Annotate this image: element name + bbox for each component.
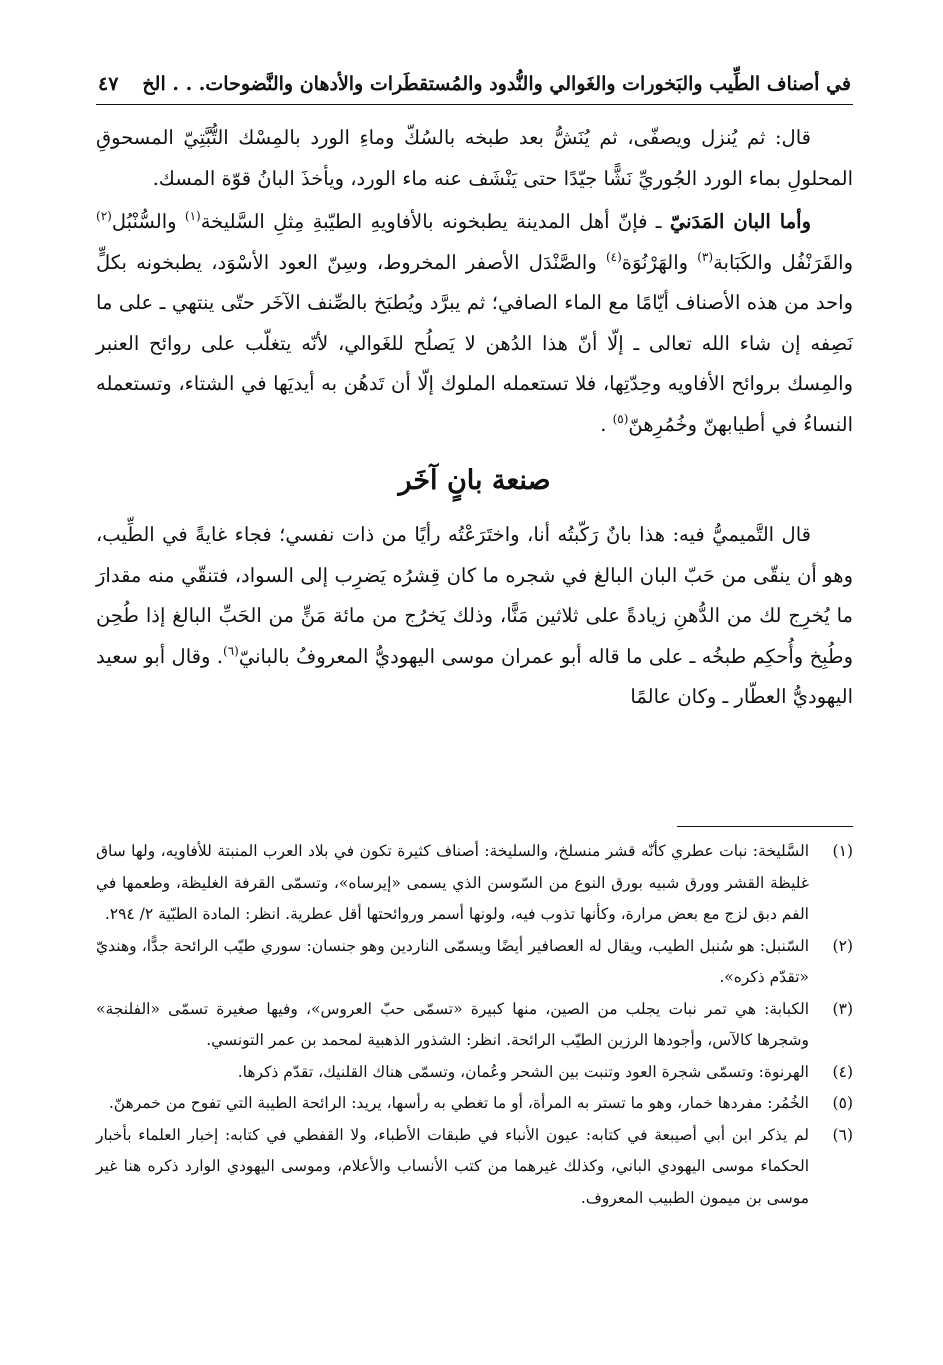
footnote-text: السَّليخة: نبات عطري كأنّه قشر منسلخ، والسليخة: أصناف كثيرة تكون في بلاد العرب المنبتة للأفاويه، ولها ساق غليظة القشر وورق شبيه بورق النوع من السّوسن الذي يسمى «إيرساه»، وتسمّى القرفة الغليظة، وطعمها في الفم دبق لزج مع بعض مرارة، وكأنها تذوب فيه، ولونها أسمر وروائحتها أقل عطرية. انظر: المادة الطبّية ٢/ ٢٩٤. [96, 842, 809, 923]
header-divider [96, 104, 853, 105]
footnote-ref-6[interactable]: (٦) [223, 643, 239, 658]
running-header [98, 66, 851, 102]
footnote-text: لم يذكر ابن أبي أصيبعة في كتابه: عيون الأنباء في طبقات الأطباء، ولا القفطي في كتابه: إخبار العلماء بأخبار الحكماء موسى اليهودي الباني، وكذلك غيرهما من كتب الأنساب والأعلام، وموسى اليهودي الوارد ذكره هنا غير موسى بن ميمون الطبيب المعروف. [96, 1125, 809, 1207]
paragraph-3-part: قال التَّميميُّ فيه: هذا بانٌ رَكّبتُه أنا، واختَرَعْتُه رأيًا من ذات نفسي؛ فجاء غايةً في الطِّيب، وهو أن ينقّى من حَبّ البان البالغ في شجره ما كان قِشرُه يَضرِب إلى السواد، فتنقّي منه مقدارَ ما يُخرِج لك من الدُّهنِ زيادةً على ثلاثين مَنًّا، وذلك يَخرُج من مائة مَنٍّ من الحَبِّ البالغ إذا طُحِن وطُبِخ وأُحكِم طبخُه ـ على ما قاله أبو عمران موسى اليهوديُّ المعروفُ بالبانيّ [96, 523, 854, 668]
footnote-ref-4[interactable]: (٤) [605, 249, 622, 264]
page-number: ٤٧ [98, 73, 119, 95]
main-text [96, 118, 853, 718]
footnote-text: الهرنوة: وتسمّى شجرة العود وتنبت بين الشحر وعُمان، وتسمّى هناك القلنيك، تقدّم ذكرها. [237, 1062, 809, 1081]
footnote-divider [677, 826, 853, 827]
running-header-title: في أصناف الطِّيب والبَخورات والغَوالي والنُّدود والمُستقطَرات والأدهان والنَّضوحات. . . الخ [142, 73, 851, 95]
paragraph-1: قال: ثم يُنزل ويصفّى، ثم يُنَشُّ بعد طبخه بالسُكّ وماءِ الورد بالمِسْك التُّبَّتِيّ المسحوقِ المحلولِ بماء الورد الجُوريِّ نَشًّا جيّدًا حتى يَنْشَف عنه ماء الورد، ويأخذَ البانُ قوّة المسك. [96, 126, 853, 190]
footnote-number: (٢) [832, 936, 853, 955]
footnote-number: (١) [832, 842, 853, 860]
paragraph-lead: وأما البان المَدَنيّ [669, 210, 811, 233]
footnote-ref-2[interactable]: (٢) [96, 209, 112, 223]
footnote-item [96, 994, 853, 1057]
footnote-ref-3[interactable]: (٣) [697, 249, 714, 264]
footnote-number: (٤) [832, 1062, 853, 1081]
paragraph-2-part: . [600, 412, 613, 436]
footnote-ref-5[interactable]: (٥) [612, 411, 629, 426]
section-heading: صنعة بانٍ آخَر [398, 465, 551, 496]
footnote-ref-1[interactable]: (١) [184, 209, 201, 223]
paragraph-2 [96, 202, 853, 445]
paragraph-3-part: . وقال أبو سعيد اليهوديُّ العطّار ـ وكان عالمًا [96, 644, 853, 708]
footnote-item [96, 931, 853, 994]
paragraph-3 [96, 515, 853, 718]
footnote-text: الكبابة: هي تمر نبات يجلب من الصين، منها كبيرة «تسمّى حبّ العروس»، وفيها صغيرة تسمّى «الفلنجة» وشجرها كالآس، وأجودها الرزين الطيّب الرائحة. انظر: الشذور الذهبية لمحمد بن عمر التونسي. [96, 999, 809, 1049]
paragraph-2-part: والهَرْنُوَة [621, 250, 698, 274]
footnote-number: (٥) [832, 1094, 853, 1112]
footnote-item [96, 1057, 853, 1089]
footnote-item [96, 836, 853, 931]
paragraph-2-part: والقَرَنْفُل والكَبَابة [713, 250, 853, 274]
paragraph-2-part: والسُّنْبُل [111, 210, 185, 233]
footnote-number: (٣) [832, 999, 853, 1018]
paragraph-2-part: والصَّنْدَل الأصفر المخروط، وسِنّ العود الأسْوَد، يطبخونه بكلٍّ واحد من هذه الأصناف أيّامًا مع الماء الصافي؛ ثم يبرَّد ويُطبَخ بالصِّنف الآخَر حتّى ينتهي ـ على ما نَصِفه إن شاء الله تعالى ـ إلّا أنّ هذا الدُهن لا يَصلُح للغَوالي، لأنّه يتغلّب على روائح العنبر والمِسك بروائح الأفاويه وحِدّتِها، فلا تستعمله الملوك إلّا أن تَدهُن به أيديَها في الشتاء، وتستعمله النساءُ في أطيابهنّ وخُمُرِهنّ [96, 250, 853, 436]
footnotes [96, 836, 853, 1214]
footnote-text: السّنبل: هو سُنبل الطيب، ويقال له العصافير أيضًا ويسمّى الناردين وهو جنسان: سوري طيّب الرائحة جدًّا، وهنديّ «تقدّم ذكره». [96, 936, 809, 986]
footnote-item [96, 1120, 853, 1215]
paragraph-2-part: ـ فإنّ أهل المدينة يطبخونه بالأفاويهِ الطيّبةِ مِثلِ السَّليخة [200, 210, 670, 233]
footnote-number: (٦) [832, 1125, 853, 1144]
footnote-item [96, 1088, 853, 1120]
footnote-text: الخُمُر: مفردها خمار، وهو ما تستر به المرأة، أو ما تغطي به رأسها، يريد: الرائحة الطيبة التي تفوح من خمرهنّ. [108, 1094, 809, 1112]
